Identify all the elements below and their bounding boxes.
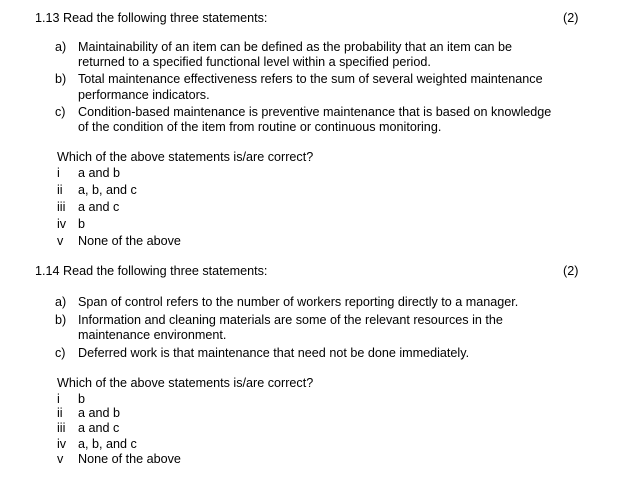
option-numeral: ii [57, 406, 63, 420]
statement-text: Deferred work is that maintenance that need not be done immediately. [78, 346, 470, 360]
option-text: a and c [78, 421, 120, 435]
statement-text: of the condition of the item from routine or continuous monitoring. [78, 120, 442, 134]
option-numeral: ii [57, 183, 63, 197]
question-title: 1.14 Read the following three statements: [35, 264, 268, 278]
option-numeral: i [57, 392, 60, 406]
option-numeral: iv [57, 437, 67, 451]
statement-text: Total maintenance effectiveness refers to the sum of several weighted maintenance [78, 72, 543, 86]
option-text: a, b, and c [78, 183, 137, 197]
statement-text: Information and cleaning materials are some of the relevant resources in the [78, 313, 503, 327]
question-prompt: Which of the above statements is/are correct? [57, 376, 314, 390]
option-text: None of the above [78, 234, 181, 248]
option-text: b [78, 217, 86, 231]
statement-label: a) [55, 40, 67, 54]
statement-text: performance indicators. [78, 88, 210, 102]
statement-text: Condition-based maintenance is preventive maintenance that is based on knowledge [78, 105, 552, 119]
option-numeral: iv [57, 217, 67, 231]
option-text: a and b [78, 166, 121, 180]
statement-label: a) [55, 295, 67, 309]
option-numeral: i [57, 166, 60, 180]
option-text: a and b [78, 406, 121, 420]
question-marks: (2) [563, 264, 579, 278]
statement-text: Maintainability of an item can be defined as the probability that an item can be [78, 40, 513, 54]
statement-text: returned to a specified functional level within a specified period. [78, 55, 431, 69]
statement-label: c) [55, 105, 66, 119]
option-numeral: v [57, 452, 64, 466]
option-numeral: v [57, 234, 64, 248]
option-text: None of the above [78, 452, 181, 466]
question-marks: (2) [563, 11, 579, 25]
option-numeral: iii [57, 200, 66, 214]
option-numeral: iii [57, 421, 66, 435]
statement-text: maintenance environment. [78, 328, 227, 342]
option-text: a, b, and c [78, 437, 137, 451]
statement-label: b) [55, 72, 67, 86]
statement-label: b) [55, 313, 67, 327]
statement-text: Span of control refers to the number of workers reporting directly to a manager. [78, 295, 519, 309]
statement-label: c) [55, 346, 66, 360]
question-title: 1.13 Read the following three statements: [35, 11, 268, 25]
option-text: a and c [78, 200, 120, 214]
question-prompt: Which of the above statements is/are correct? [57, 150, 314, 164]
option-text: b [78, 392, 86, 406]
